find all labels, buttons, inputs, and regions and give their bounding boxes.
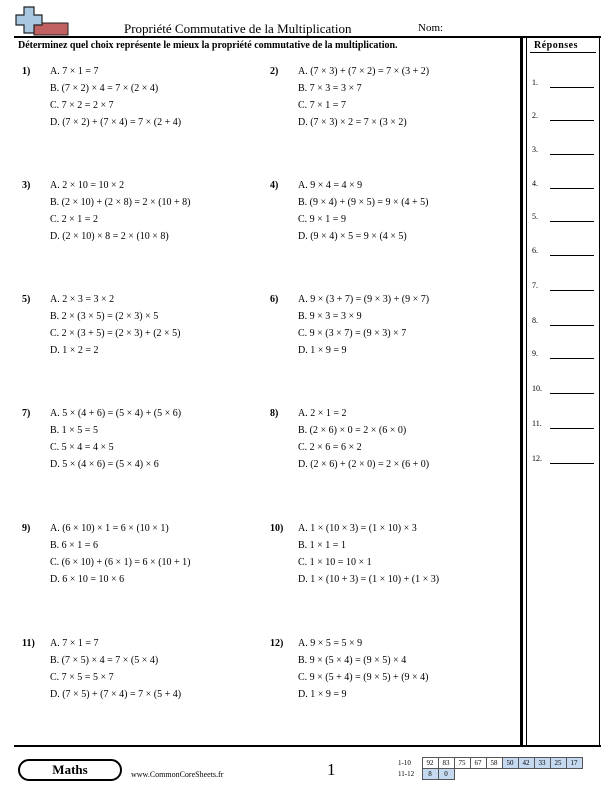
choice-b: B. (9 × 4) + (9 × 5) = 9 × (4 + 5) — [298, 197, 429, 208]
choice-c: C. (6 × 10) + (6 × 1) = 6 × (10 + 1) — [50, 557, 191, 568]
choice-d: D. 5 × (4 × 6) = (5 × 4) × 6 — [50, 459, 159, 470]
choice-d: D. 1 × (10 + 3) = (1 × 10) + (1 × 3) — [298, 574, 440, 585]
right-border — [599, 37, 600, 746]
choice-c: C. 2 × 1 = 2 — [50, 214, 98, 225]
problem-number: 12) — [270, 638, 284, 649]
page-number: 1 — [327, 760, 336, 779]
score-row-label: 11-12 — [398, 770, 415, 778]
answer-blank[interactable] — [550, 87, 594, 88]
problem-number: 1) — [22, 66, 31, 77]
score-cell: 58 — [486, 758, 502, 769]
choice-a: A. 7 × 1 = 7 — [50, 66, 99, 77]
answer-row-7[interactable] — [532, 281, 594, 293]
answer-number: 4. — [532, 179, 538, 188]
column-divider — [520, 37, 523, 746]
choice-b: B. (2 × 6) × 0 = 2 × (6 × 0) — [298, 425, 407, 436]
problem-number: 6) — [270, 294, 279, 305]
answer-row-4[interactable] — [532, 179, 594, 191]
score-cell: 33 — [534, 758, 550, 769]
answer-number: 5. — [532, 212, 538, 221]
choice-b: B. 2 × (3 × 5) = (2 × 3) × 5 — [50, 311, 159, 322]
choice-d: D. 1 × 9 = 9 — [298, 689, 347, 700]
answer-row-12[interactable] — [532, 454, 594, 466]
answer-number: 7. — [532, 281, 538, 290]
choice-b: B. 6 × 1 = 6 — [50, 540, 98, 551]
score-row-label: 1-10 — [398, 759, 411, 767]
problem-number: 8) — [270, 408, 279, 419]
answer-number: 2. — [532, 111, 538, 120]
choice-b: B. 9 × 3 = 3 × 9 — [298, 311, 362, 322]
choice-c: C. 2 × 6 = 6 × 2 — [298, 442, 362, 453]
choice-b: B. 1 × 1 = 1 — [298, 540, 346, 551]
bottom-rule — [14, 745, 601, 747]
choice-a: A. (6 × 10) × 1 = 6 × (10 × 1) — [50, 523, 169, 534]
choice-b: B. (2 × 10) + (2 × 8) = 2 × (10 + 8) — [50, 197, 191, 208]
problem-number: 11) — [22, 638, 35, 649]
choice-b: B. 7 × 3 = 3 × 7 — [298, 83, 362, 94]
score-cell: 92 — [422, 758, 438, 769]
choice-d: D. (7 × 2) + (7 × 4) = 7 × (2 + 4) — [50, 117, 182, 128]
answer-row-3[interactable] — [532, 145, 594, 157]
answer-row-11[interactable] — [532, 419, 594, 431]
score-cell: 75 — [454, 758, 470, 769]
answer-row-6[interactable] — [532, 246, 594, 258]
choice-a: A. 9 × 4 = 4 × 9 — [298, 180, 363, 191]
choice-c: C. 9 × (5 + 4) = (9 × 5) + (9 × 4) — [298, 672, 429, 683]
choice-b: B. (7 × 2) × 4 = 7 × (2 × 4) — [50, 83, 159, 94]
answer-number: 8. — [532, 316, 538, 325]
score-cell: 8 — [422, 769, 438, 780]
score-table — [396, 757, 583, 780]
problem-number: 5) — [22, 294, 31, 305]
choice-a: A. 9 × 5 = 5 × 9 — [298, 638, 363, 649]
website-link[interactable]: www.CommonCoreSheets.fr — [131, 770, 224, 779]
choice-a: A. 2 × 1 = 2 — [298, 408, 347, 419]
answer-number: 12. — [532, 454, 542, 463]
choice-c: C. 7 × 1 = 7 — [298, 100, 346, 111]
answer-blank[interactable] — [550, 290, 594, 291]
choice-a: A. 2 × 3 = 3 × 2 — [50, 294, 115, 305]
answer-blank[interactable] — [550, 393, 594, 394]
choice-a: A. (7 × 3) + (7 × 2) = 7 × (3 + 2) — [298, 66, 430, 77]
choice-d: D. (9 × 4) × 5 = 9 × (4 × 5) — [298, 231, 407, 242]
choice-b: B. 1 × 5 = 5 — [50, 425, 98, 436]
score-row-1-10 — [396, 758, 582, 769]
score-cell: 42 — [518, 758, 534, 769]
name-label: Nom: — [418, 22, 444, 34]
answer-blank[interactable] — [550, 120, 594, 121]
answer-blank[interactable] — [550, 428, 594, 429]
answer-row-10[interactable] — [532, 384, 594, 396]
choice-b: B. (7 × 5) × 4 = 7 × (5 × 4) — [50, 655, 159, 666]
answer-number: 1. — [532, 78, 538, 87]
answer-blank[interactable] — [550, 358, 594, 359]
top-rule — [14, 36, 601, 38]
score-cell: 0 — [438, 769, 454, 780]
answer-blank[interactable] — [550, 325, 594, 326]
problem-number: 3) — [22, 180, 31, 191]
choice-c: C. 5 × 4 = 4 × 5 — [50, 442, 114, 453]
choice-c: C. 9 × (3 × 7) = (9 × 3) × 7 — [298, 328, 407, 339]
choice-d: D. 1 × 2 = 2 — [50, 345, 99, 356]
score-row-11-12 — [396, 769, 582, 780]
problem-number: 2) — [270, 66, 279, 77]
answer-number: 3. — [532, 145, 538, 154]
choice-d: D. 1 × 9 = 9 — [298, 345, 347, 356]
choice-d: D. (2 × 6) + (2 × 0) = 2 × (6 + 0) — [298, 459, 430, 470]
choice-a: A. 9 × (3 + 7) = (9 × 3) + (9 × 7) — [298, 294, 430, 305]
problem-number: 9) — [22, 523, 31, 534]
answer-row-1[interactable] — [532, 78, 594, 90]
answer-blank[interactable] — [550, 188, 594, 189]
choice-d: D. 6 × 10 = 10 × 6 — [50, 574, 125, 585]
score-cell: 67 — [470, 758, 486, 769]
answer-number: 6. — [532, 246, 538, 255]
answer-blank[interactable] — [550, 463, 594, 464]
choice-d: D. (7 × 3) × 2 = 7 × (3 × 2) — [298, 117, 407, 128]
score-cell: 17 — [566, 758, 582, 769]
choice-a: A. 1 × (10 × 3) = (1 × 10) × 3 — [298, 523, 417, 534]
problem-number: 10) — [270, 523, 284, 534]
answers-title-underline — [530, 52, 596, 53]
column-divider-thin — [526, 37, 527, 746]
instruction-text: Déterminez quel choix représente le mieux la propriété commutative de la multiplication. — [18, 40, 398, 51]
score-cell: 25 — [550, 758, 566, 769]
answer-number: 9. — [532, 349, 538, 358]
answer-number: 11. — [532, 419, 542, 428]
page-title: Propriété Commutative de la Multiplication — [124, 21, 352, 36]
score-cell: 50 — [502, 758, 518, 769]
answer-row-2[interactable] — [532, 111, 594, 123]
answer-row-5[interactable] — [532, 212, 594, 224]
score-cell: 83 — [438, 758, 454, 769]
choice-a: A. 5 × (4 + 6) = (5 × 4) + (5 × 6) — [50, 408, 182, 419]
plus-minus-logo-icon — [14, 5, 70, 37]
answer-row-8[interactable] — [532, 316, 594, 328]
problem-number: 7) — [22, 408, 31, 419]
answer-blank[interactable] — [550, 154, 594, 155]
choice-c: C. 7 × 5 = 5 × 7 — [50, 672, 114, 683]
answer-number: 10. — [532, 384, 542, 393]
answer-blank[interactable] — [550, 255, 594, 256]
answer-blank[interactable] — [550, 221, 594, 222]
choice-c: C. 2 × (3 + 5) = (2 × 3) + (2 × 5) — [50, 328, 181, 339]
choice-c: C. 9 × 1 = 9 — [298, 214, 346, 225]
choice-a: A. 7 × 1 = 7 — [50, 638, 99, 649]
choice-a: A. 2 × 10 = 10 × 2 — [50, 180, 125, 191]
subject-badge: Maths — [18, 759, 122, 781]
choice-d: D. (7 × 5) + (7 × 4) = 7 × (5 + 4) — [50, 689, 182, 700]
choice-c: C. 7 × 2 = 2 × 7 — [50, 100, 114, 111]
choice-c: C. 1 × 10 = 10 × 1 — [298, 557, 372, 568]
choice-d: D. (2 × 10) × 8 = 2 × (10 × 8) — [50, 231, 169, 242]
answer-row-9[interactable] — [532, 349, 594, 361]
choice-b: B. 9 × (5 × 4) = (9 × 5) × 4 — [298, 655, 407, 666]
problem-number: 4) — [270, 180, 279, 191]
answers-title: Réponses — [534, 40, 579, 51]
